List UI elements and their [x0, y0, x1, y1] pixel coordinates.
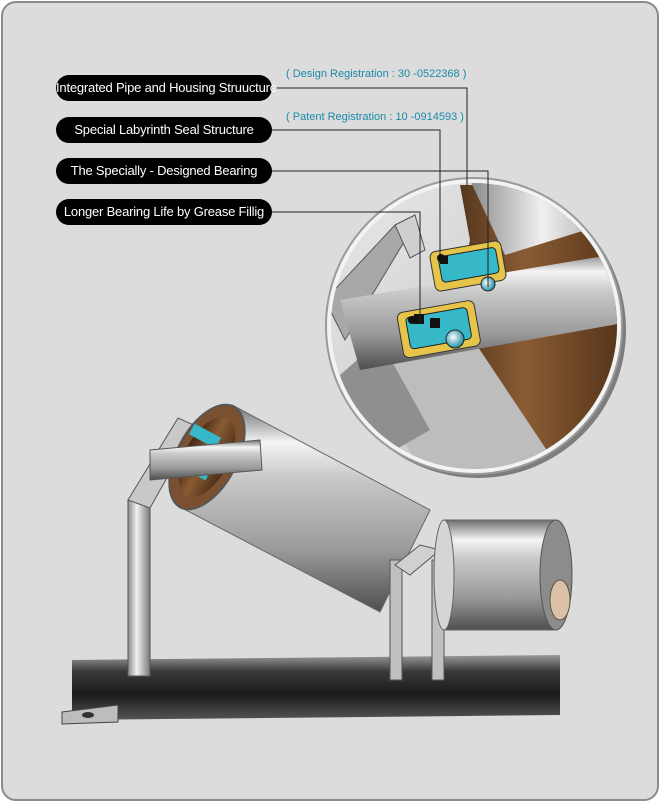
design-registration: ( Design Registration : 30 -0522368 )	[286, 68, 467, 80]
seal-icon	[446, 330, 464, 348]
label-labyrinth-seal: Special Labyrinth Seal Structure	[56, 117, 272, 143]
label-bearing: The Specially - Designed Bearing	[56, 158, 272, 184]
patent-registration: ( Patent Registration : 10 -0914593 )	[286, 111, 464, 123]
label-grease: Longer Bearing Life by Grease Fillig	[56, 199, 272, 225]
label-pipe-housing: Integrated Pipe and Housing Struucture	[56, 75, 272, 101]
